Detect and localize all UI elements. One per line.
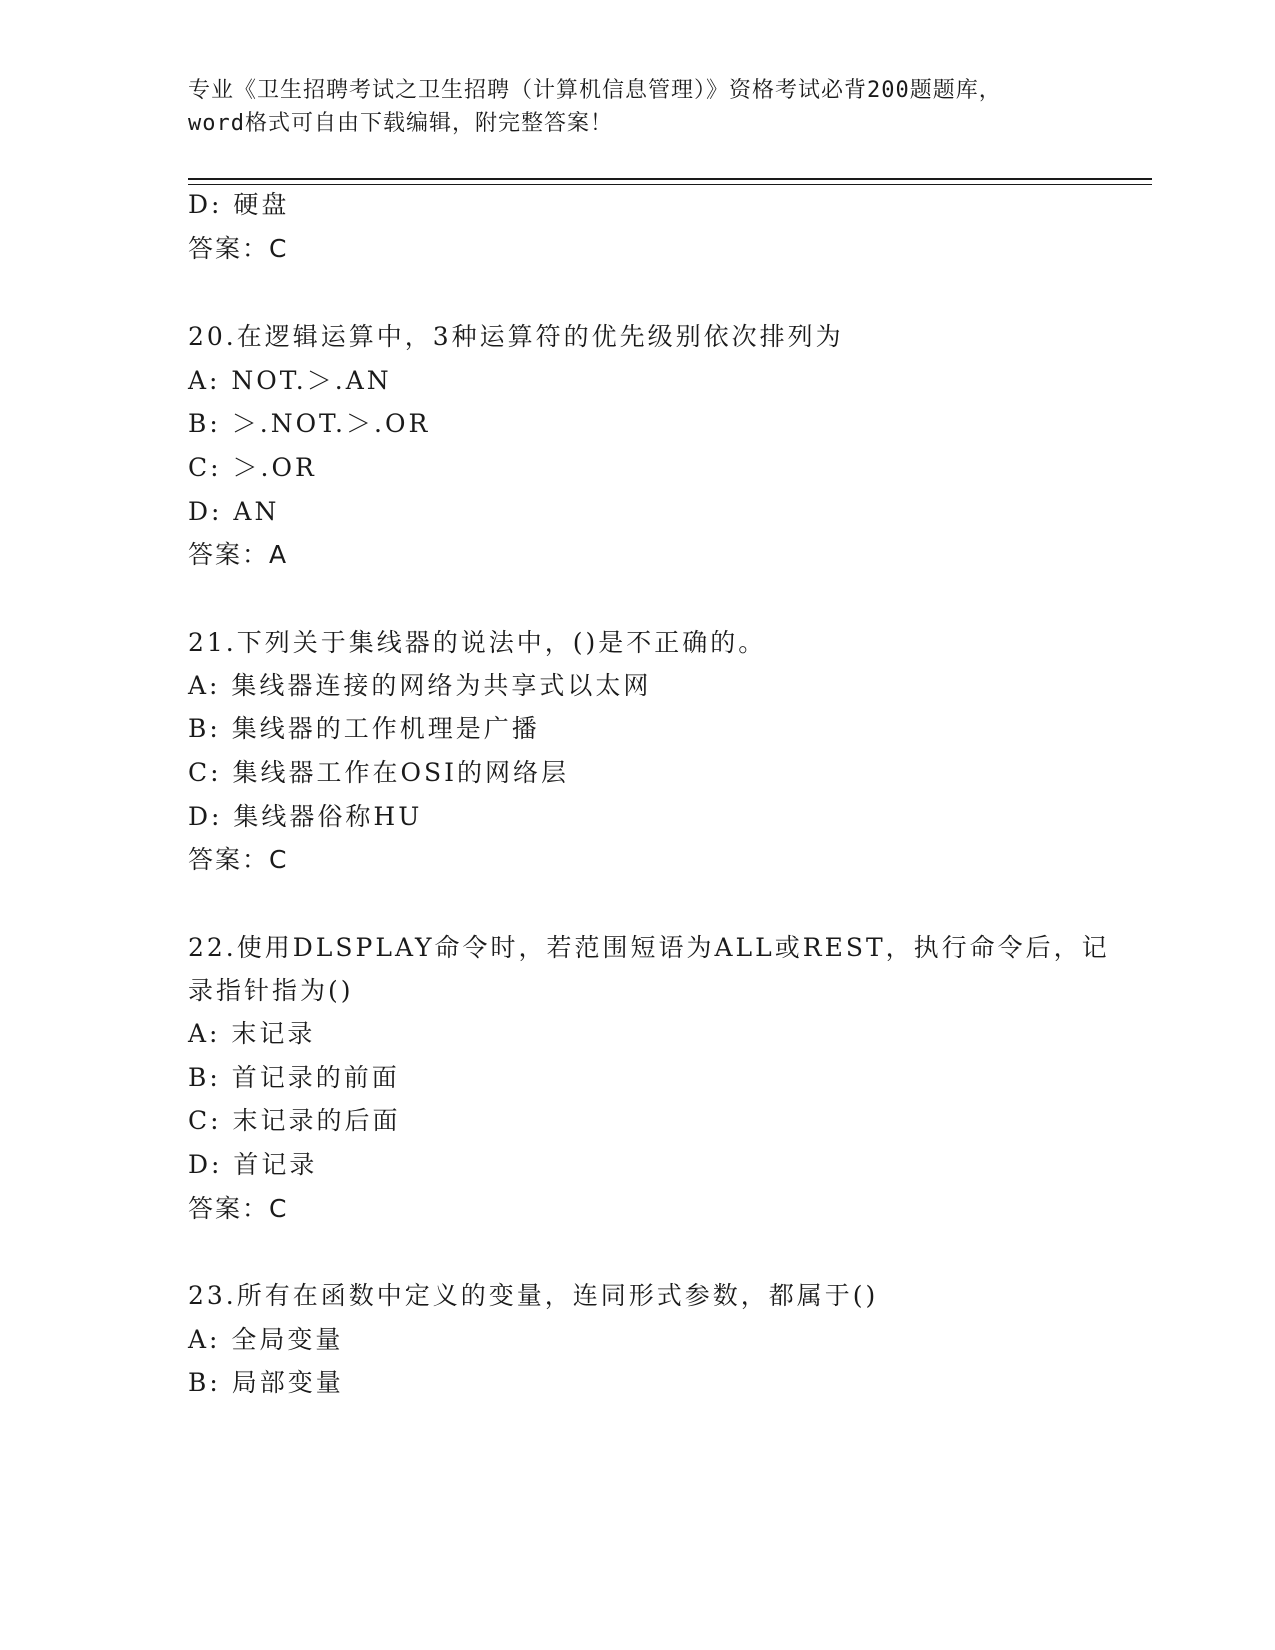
q21-answer: 答案：C bbox=[188, 845, 289, 874]
q22-option-c: C: 末记录的后面 bbox=[188, 1106, 401, 1135]
q21-option-d: D: 集线器俗称HU bbox=[188, 802, 423, 831]
q20-question: 20.在逻辑运算中，3种运算符的优先级别依次排列为 bbox=[188, 322, 844, 351]
q23-option-b: B: 局部变量 bbox=[188, 1368, 344, 1397]
document-header bbox=[188, 74, 1088, 140]
q22-question-line-1: 22.使用DLSPLAY命令时，若范围短语为ALL或REST，执行命令后，记 bbox=[188, 933, 1110, 962]
q20-option-a: A: NOT.＞.AN bbox=[188, 366, 392, 395]
q22-option-b: B: 首记录的前面 bbox=[188, 1063, 400, 1092]
q22-answer: 答案：C bbox=[188, 1194, 289, 1223]
q23-question: 23.所有在函数中定义的变量，连同形式参数，都属于() bbox=[188, 1281, 879, 1310]
header-divider-thick bbox=[188, 178, 1152, 180]
prev-answer: 答案：C bbox=[188, 234, 289, 263]
q20-option-b: B: ＞.NOT.＞.OR bbox=[188, 409, 431, 438]
q21-option-a: A: 集线器连接的网络为共享式以太网 bbox=[188, 671, 652, 700]
q23-option-a: A: 全局变量 bbox=[188, 1325, 344, 1354]
q21-question: 21.下列关于集线器的说法中，()是不正确的。 bbox=[188, 628, 767, 657]
q22-option-a: A: 末记录 bbox=[188, 1019, 316, 1048]
header-divider-thin bbox=[188, 184, 1152, 185]
q21-option-c: C: 集线器工作在OSI的网络层 bbox=[188, 758, 569, 787]
header-title-line-2: word格式可自由下载编辑，附完整答案！ bbox=[188, 111, 613, 136]
q22-option-d: D: 首记录 bbox=[188, 1150, 318, 1179]
q20-option-d: D: AN bbox=[188, 497, 280, 526]
prev-option-d: D: 硬盘 bbox=[188, 190, 290, 219]
q21-option-b: B: 集线器的工作机理是广播 bbox=[188, 714, 540, 743]
q22-question-line-2: 录指针指为() bbox=[188, 976, 354, 1005]
header-title-line-1: 专业《卫生招聘考试之卫生招聘（计算机信息管理）》资格考试必背200题题库， bbox=[188, 78, 1002, 103]
q20-answer: 答案：A bbox=[188, 540, 289, 569]
q20-option-c: C: ＞.OR bbox=[188, 453, 317, 482]
